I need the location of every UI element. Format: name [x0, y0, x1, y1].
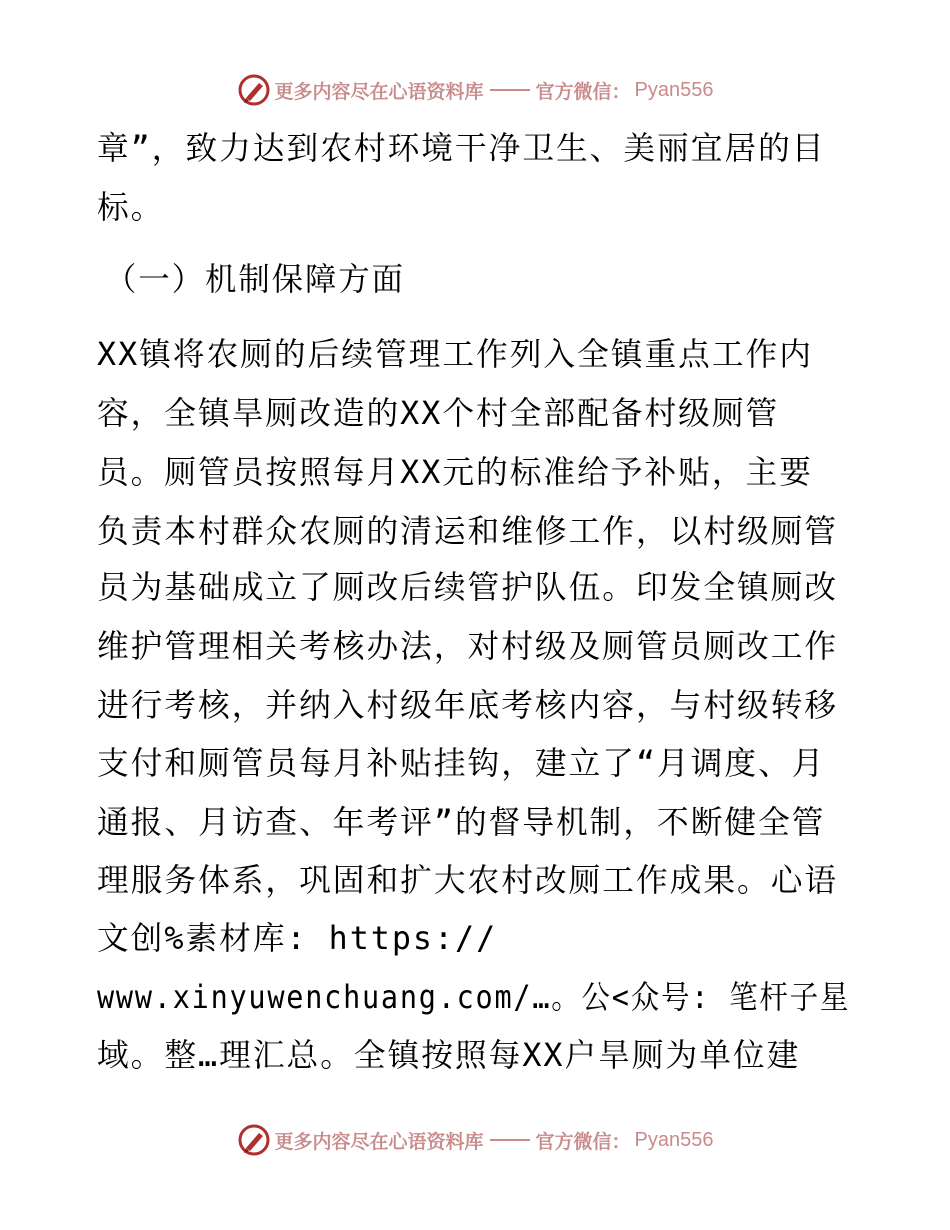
footer-banner — [0, 1120, 950, 1160]
footer-banner-inner — [237, 1123, 714, 1157]
body-line: 负责本村群众农厕的清运和维修工作，以村级厕管 — [97, 512, 839, 550]
body-line: 理服务体系，巩固和扩大农村改厕工作成果。心语 — [97, 861, 839, 899]
body-line: XX镇将农厕的后续管理工作列入全镇重点工作内 — [97, 335, 813, 373]
pen-logo-icon — [237, 73, 271, 107]
body-line: www.xinyuwenchuang.com/…。公<众号: 笔杆子星 — [97, 978, 851, 1016]
header-banner-inner — [237, 73, 714, 107]
section-heading: （一）机制保障方面 — [105, 260, 405, 298]
header-banner-text: 更多内容尽在心语资料库 — [274, 80, 484, 103]
header-wechat-id: Pyan556 — [634, 78, 714, 101]
pen-logo-icon — [237, 1123, 271, 1157]
header-banner — [0, 70, 950, 110]
body-line: 员为基础成立了厕改后续管护队伍。印发全镇厕改 — [97, 568, 839, 606]
header-wechat-label: 官方微信： — [535, 80, 631, 103]
body-line: 容，全镇旱厕改造的XX个村全部配备村级厕管 — [97, 394, 780, 432]
body-line: 员。厕管员按照每月XX元的标准给予补贴，主要 — [97, 453, 813, 491]
footer-banner-separator — [490, 1139, 530, 1141]
footer-wechat-id: Pyan556 — [634, 1128, 714, 1151]
body-line: 域。整…理汇总。全镇按照每XX户旱厕为单位建 — [97, 1036, 801, 1074]
body-line: 标。 — [97, 188, 165, 226]
body-line: 章”，致力达到农村环境干净卫生、美丽宜居的目 — [97, 129, 826, 167]
body-line: 进行考核，并纳入村级年底考核内容，与村级转移 — [97, 686, 839, 724]
body-line: 文创%素材库: https:// — [97, 919, 498, 957]
body-line: 通报、月访查、年考评”的督导机制，不断健全管 — [97, 803, 826, 841]
footer-wechat-label: 官方微信： — [535, 1130, 631, 1153]
body-line: 支付和厕管员每月补贴挂钩，建立了“月调度、月 — [97, 744, 826, 782]
header-banner-separator — [490, 89, 530, 91]
body-line: 维护管理相关考核办法，对村级及厕管员厕改工作 — [97, 627, 839, 665]
footer-banner-text: 更多内容尽在心语资料库 — [274, 1130, 484, 1153]
